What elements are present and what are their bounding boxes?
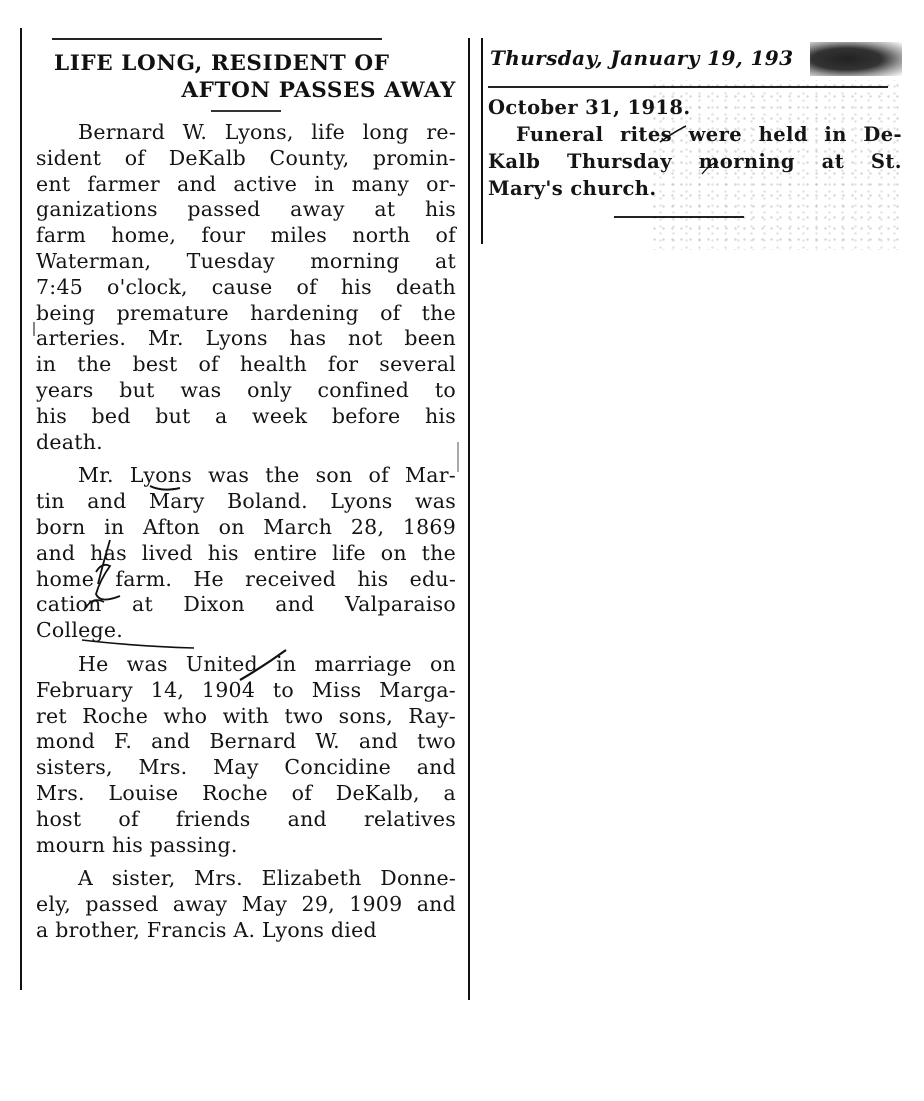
- headline-divider: [211, 110, 281, 112]
- dateline-text: Thursday, January 19, 193: [490, 46, 794, 70]
- article-paragraph: [36, 866, 456, 943]
- article-line: his bed but a week before his: [36, 403, 456, 428]
- obituary-article: [36, 40, 456, 952]
- continuation-end-rule: [614, 216, 744, 218]
- article-line: A sister, Mrs. Elizabeth Donne-: [78, 866, 456, 891]
- left-column-border: [20, 28, 22, 990]
- article-line: 7:45 o'clock, cause of his death: [36, 274, 456, 299]
- article-line: in the best of health for several: [36, 352, 456, 377]
- continuation-column: [488, 38, 902, 204]
- article-line: a brother, Francis A. Lyons died: [36, 917, 377, 942]
- ink-smudge: [810, 42, 902, 76]
- article-line: tin and Mary Boland. Lyons was: [36, 489, 456, 514]
- article-paragraph: [36, 463, 456, 644]
- article-line: Bernard W. Lyons, life long re-: [78, 120, 456, 144]
- article-line: cation at Dixon and Valparaiso: [36, 592, 456, 617]
- article-line: Mr. Lyons was the son of Mar-: [78, 463, 456, 488]
- article-line: host of friends and relatives: [36, 806, 456, 831]
- article-headline: [36, 50, 456, 104]
- center-column-border: [468, 38, 470, 1000]
- issue-dateline: [488, 38, 902, 78]
- continuation-text: [488, 94, 902, 202]
- article-line: death.: [36, 429, 103, 454]
- dateline-divider: [488, 86, 888, 88]
- article-line: Waterman, Tuesday morning at: [36, 248, 456, 273]
- article-line: born in Afton on March 28, 1869: [36, 514, 456, 539]
- article-line: sisters, Mrs. May Concidine and: [36, 755, 456, 780]
- continuation-line: Mary's church.: [488, 177, 657, 200]
- article-paragraph: [36, 120, 456, 455]
- continuation-date-line: October 31, 1918.: [488, 96, 691, 119]
- right-column-border: [481, 38, 483, 244]
- article-line: sident of DeKalb County, promin-: [36, 145, 456, 170]
- article-line: College.: [36, 618, 124, 643]
- article-line: Mrs. Louise Roche of DeKalb, a: [36, 780, 456, 805]
- article-line: being premature hardening of the: [36, 300, 456, 325]
- article-body: [36, 120, 456, 944]
- article-line: arteries. Mr. Lyons has not been: [36, 326, 456, 351]
- continuation-line: Funeral rites were held in De-: [516, 123, 902, 146]
- article-line: ent farmer and active in many or-: [36, 171, 456, 196]
- article-line: mond F. and Bernard W. and two: [36, 729, 456, 754]
- headline-line-1: LIFE LONG, RESIDENT OF: [54, 51, 390, 76]
- article-line: February 14, 1904 to Miss Marga-: [36, 677, 456, 702]
- article-line: and has lived his entire life on the: [36, 540, 456, 565]
- article-line: home farm. He received his edu-: [36, 566, 456, 591]
- headline-line-2: AFTON PASSES AWAY: [181, 78, 456, 103]
- continuation-line: Kalb Thursday morning at St.: [488, 150, 902, 173]
- article-paragraph: [36, 652, 456, 858]
- article-line: ret Roche who with two sons, Ray-: [36, 703, 456, 728]
- article-line: mourn his passing.: [36, 832, 238, 857]
- article-line: ely, passed away May 29, 1909 and: [36, 892, 456, 917]
- article-line: farm home, four miles north of: [36, 223, 456, 248]
- article-line: He was United in marriage on: [78, 651, 456, 676]
- article-line: ganizations passed away at his: [36, 197, 456, 222]
- article-line: years but was only confined to: [36, 377, 456, 402]
